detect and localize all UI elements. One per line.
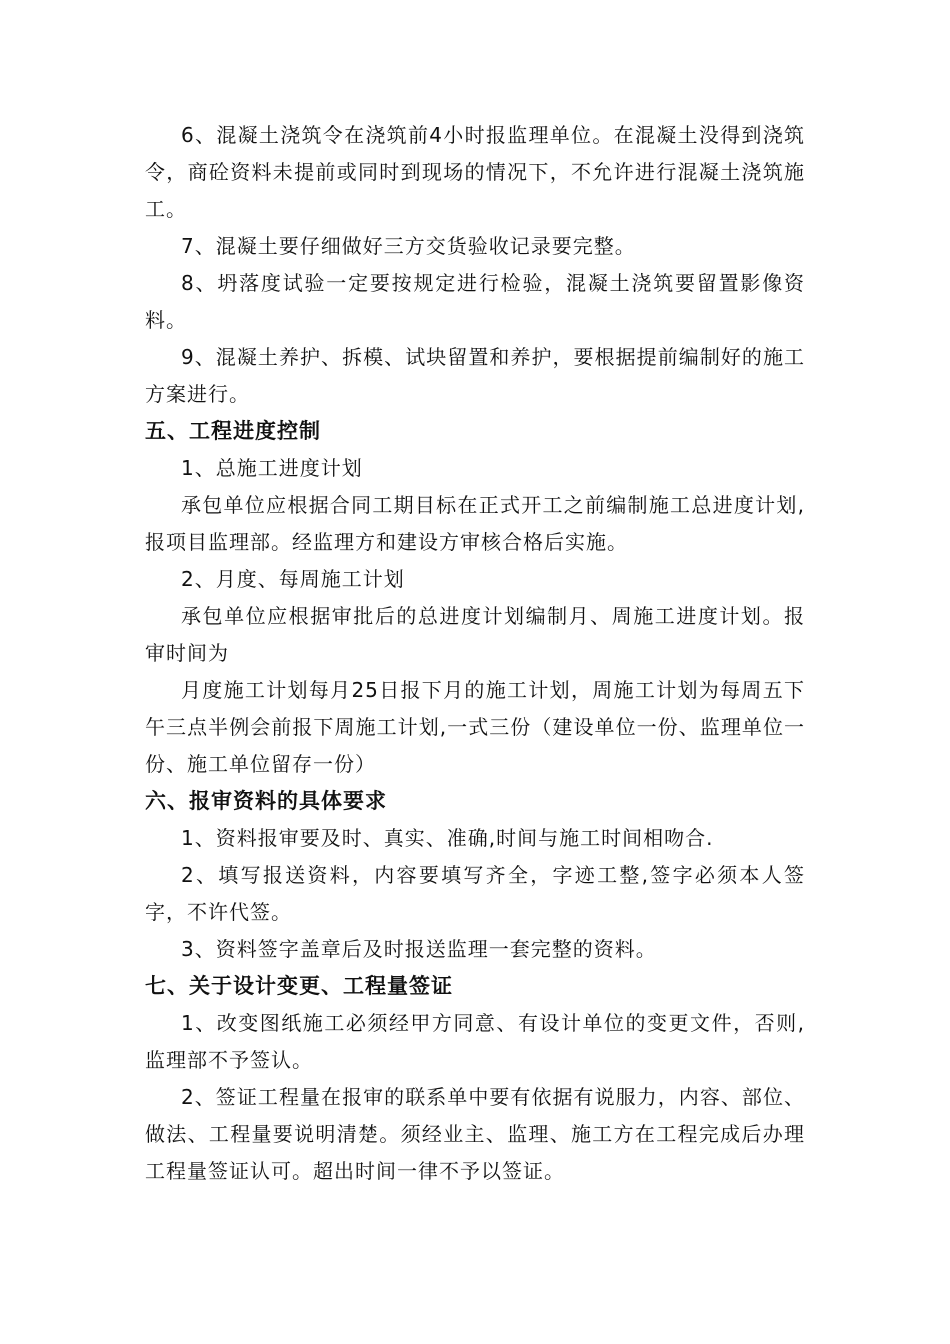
paragraph-6-1: 1、资料报审要及时、真实、准确,时间与施工时间相吻合.	[181, 826, 714, 850]
paragraph-5-1-body: 承包单位应根据合同工期目标在正式开工之前编制施工总进度计划,报项目监理部。经监理方和建设方审核合格后实施。	[145, 493, 805, 554]
paragraph-5-2-detail: 月度施工计划每月25日报下月的施工计划，周施工计划为每周五下午三点半例会前报下周施工计划,一式三份（建设单位一份、监理单位一份、施工单位留存一份）	[145, 678, 805, 776]
subsection-title-5-2: 2、月度、每周施工计划	[181, 567, 405, 591]
paragraph-7-2: 2、签证工程量在报审的联系单中要有依据有说服力，内容、部位、做法、工程量要说明清楚。须经业主、监理、施工方在工程完成后办理工程量签证认可。超出时间一律不予以签证。	[145, 1085, 805, 1183]
subsection-title-5-1: 1、总施工进度计划	[181, 456, 363, 480]
section-heading-5: 五、工程进度控制	[145, 419, 321, 443]
paragraph-item-9: 9、混凝土养护、拆模、试块留置和养护，要根据提前编制好的施工方案进行。	[145, 345, 805, 406]
paragraph-6-3: 3、资料签字盖章后及时报送监理一套完整的资料。	[181, 937, 657, 961]
paragraph-5-2-body: 承包单位应根据审批后的总进度计划编制月、周施工进度计划。报审时间为	[145, 604, 805, 665]
paragraph-7-1: 1、改变图纸施工必须经甲方同意、有设计单位的变更文件，否则,监理部不予签认。	[145, 1011, 805, 1072]
paragraph-item-7: 7、混凝土要仔细做好三方交货验收记录要完整。	[181, 234, 636, 258]
paragraph-6-2: 2、填写报送资料，内容要填写齐全，字迹工整,签字必须本人签字，不许代签。	[145, 863, 805, 924]
paragraph-item-6: 6、混凝土浇筑令在浇筑前4小时报监理单位。在混凝土没得到浇筑令，商砼资料未提前或同时到现场的情况下，不允许进行混凝土浇筑施工。	[145, 123, 805, 221]
paragraph-item-8: 8、坍落度试验一定要按规定进行检验，混凝土浇筑要留置影像资料。	[145, 271, 805, 332]
section-heading-6: 六、报审资料的具体要求	[145, 789, 387, 813]
section-heading-7: 七、关于设计变更、工程量签证	[145, 974, 453, 998]
document-body	[145, 117, 805, 1190]
